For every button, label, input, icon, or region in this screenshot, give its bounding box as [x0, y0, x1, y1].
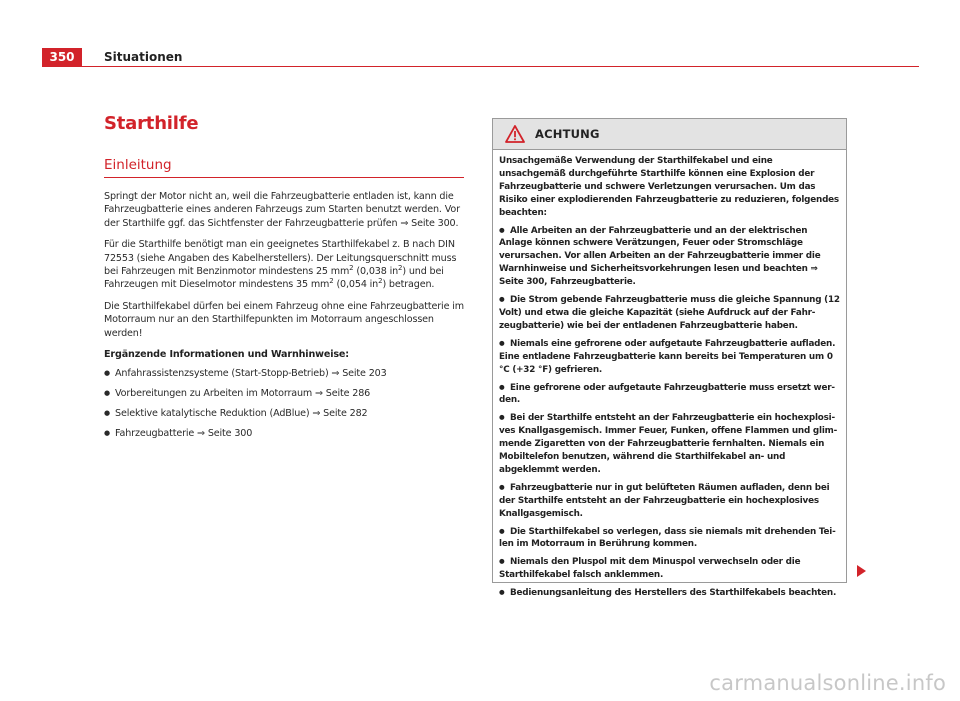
paragraph-start-points: Die Starthilfekabel dürfen bei einem Fahrzeug ohne eine Fahrzeugbatterie im Motorraum nur an den Starthilfepunkten im Motorraum angeschlossen werden! — [104, 300, 464, 339]
bullet-dot: ● — [499, 338, 505, 347]
section-title: Starthilfe — [104, 113, 199, 134]
warning-item-text: Niemals eine gefrorene oder aufgetaute Fahrzeugbatterie aufladen. Eine entladene Fahrzeugbatterie kann bereits bei Temperaturen um 0 °C (+32 °F) gefrieren. — [499, 338, 836, 375]
bullet-dot: ● — [499, 482, 505, 491]
cable-text-b: (0,038 in — [353, 266, 399, 278]
warning-item — [499, 224, 840, 290]
superscript-2: 2 — [398, 263, 403, 272]
warning-body — [493, 150, 846, 600]
page-number-badge: 350 — [42, 48, 82, 67]
subsection-rule — [104, 177, 464, 178]
bullet-dot: ● — [499, 588, 505, 597]
warning-box — [492, 118, 847, 599]
warning-item — [499, 293, 840, 333]
bullet-dot: ● — [499, 413, 505, 422]
header-rule — [82, 66, 919, 67]
superscript-2: 2 — [378, 277, 383, 286]
warning-title: ACHTUNG — [535, 127, 600, 141]
warning-item — [499, 481, 840, 521]
bullet-dot: ● — [499, 295, 505, 304]
warning-header — [493, 119, 846, 150]
superscript-2: 2 — [329, 277, 334, 286]
warning-item-text: Bei der Starthilfe entsteht an der Fahrzeugbatterie ein hochexplosives Knallgasgemisch. Immer Feuer, Funken, offene Flammen und glimmende Zigaretten von der Fahrzeugbatterie fernhalten. Niemals ein Mobiltelefon benutzen, während die Starthilfekabel an- und abgeklemmt werden. — [499, 413, 838, 475]
warning-item — [499, 525, 840, 552]
warning-triangle-icon — [505, 125, 525, 143]
warning-item-text: Niemals den Pluspol mit dem Minuspol verwechseln oder die Starthilfekabel falsch anklemmen. — [499, 557, 801, 581]
superscript-2: 2 — [349, 263, 354, 272]
warning-intro: Unsachgemäße Verwendung der Starthilfekabel und eine unsachgemäß durchgeführte Starthilfe können eine Explosion der Fahrzeugbatterie und schwere Verletzungen verursachen. Um das Risiko einer explodierenden Fahrzeugbatterie zu reduzieren, folgendes beachten: — [499, 156, 839, 218]
paragraph-cable-requirements — [104, 238, 464, 292]
warning-item — [499, 337, 840, 377]
cable-text-d: (0,054 in — [333, 279, 379, 291]
cable-text-e: ) betragen. — [382, 279, 435, 291]
warning-item-text: Eine gefrorene oder aufgetaute Fahrzeugbatterie muss ersetzt werden. — [499, 382, 836, 406]
info-heading: Ergänzende Informationen und Warnhinweise: — [104, 349, 349, 361]
warning-item-text: Die Starthilfekabel so verlegen, dass sie niemals mit drehenden Teilen im Motorraum in Berührung kommen. — [499, 526, 836, 550]
bullet-dot: ● — [499, 557, 505, 566]
warning-item-text: Bedienungsanleitung des Herstellers des Starthilfekabels beachten. — [510, 588, 837, 599]
cable-text-a: Für die Starthilfe benötigt man ein geeignetes Starthilfekabel z. B nach DIN 72553 (siehe Angaben des Kabelherstellers). Der Leitungsquerschnitt muss bei Fahrzeugen mit Benzinmotor mindestens 25 mm — [104, 239, 457, 278]
chapter-title: Situationen — [104, 50, 183, 64]
bullet-dot: ● — [499, 526, 505, 535]
left-column — [104, 112, 464, 447]
cross-reference-link[interactable]: ● Fahrzeugbatterie ⇒ Seite 300 — [104, 427, 464, 440]
warning-item — [499, 411, 840, 477]
warning-item-text: Alle Arbeiten an der Fahrzeugbatterie und an der elektrischen Anlage können schwere Verätzungen, Feuer oder Stromschläge verursachen. Vor allen Arbeiten an der Fahrzeugbatterie immer die Warnhinweise und Sicherheitsvorkehrungen lesen und beachten ⇒ Seite 300, Fahrzeugbatterie. — [499, 225, 821, 288]
paragraph-intro: Springt der Motor nicht an, weil die Fahrzeugbatterie entladen ist, kann die Fahrzeugbatterie eines anderen Fahrzeugs zum Starten benutzt werden. Vor der Starthilfe ggf. das Sichtfenster der Fahrzeugbatterie prüfen ⇒ Seite 300. — [104, 191, 460, 229]
warning-item — [499, 555, 840, 582]
bullet-dot: ● — [499, 382, 505, 391]
warning-item-text: Fahrzeugbatterie nur in gut belüfteten Räumen aufladen, denn bei der Starthilfe entsteht an der Fahrzeugbatterie ein hochexplosives Knallgasgemisch. — [499, 482, 830, 519]
subsection-title: Einleitung — [104, 157, 172, 173]
cross-reference-link[interactable]: ● Vorbereitungen zu Arbeiten im Motorraum ⇒ Seite 286 — [104, 387, 464, 400]
cross-reference-link[interactable]: ● Selektive katalytische Reduktion (AdBlue) ⇒ Seite 282 — [104, 407, 464, 420]
warning-item — [499, 586, 840, 600]
warning-item — [499, 381, 840, 408]
bullet-dot: ● — [499, 225, 505, 234]
warning-item-text: Die Strom gebende Fahrzeugbatterie muss die gleiche Spannung (12 Volt) und etwa die gleiche Kapazität (siehe Aufdruck auf der Fahrzeugbatterie) wie bei der entladenen Fahrzeugbatterie haben. — [499, 295, 840, 331]
continue-arrow-icon[interactable] — [857, 565, 866, 577]
cross-reference-link[interactable]: ● Anfahrassistenzsysteme (Start-Stopp-Betrieb) ⇒ Seite 203 — [104, 367, 464, 380]
watermark: carmanualsonline.info — [709, 671, 946, 695]
cable-text-c: ) und bei Fahrzeugen mit Dieselmotor mindestens 35 mm — [104, 266, 444, 291]
